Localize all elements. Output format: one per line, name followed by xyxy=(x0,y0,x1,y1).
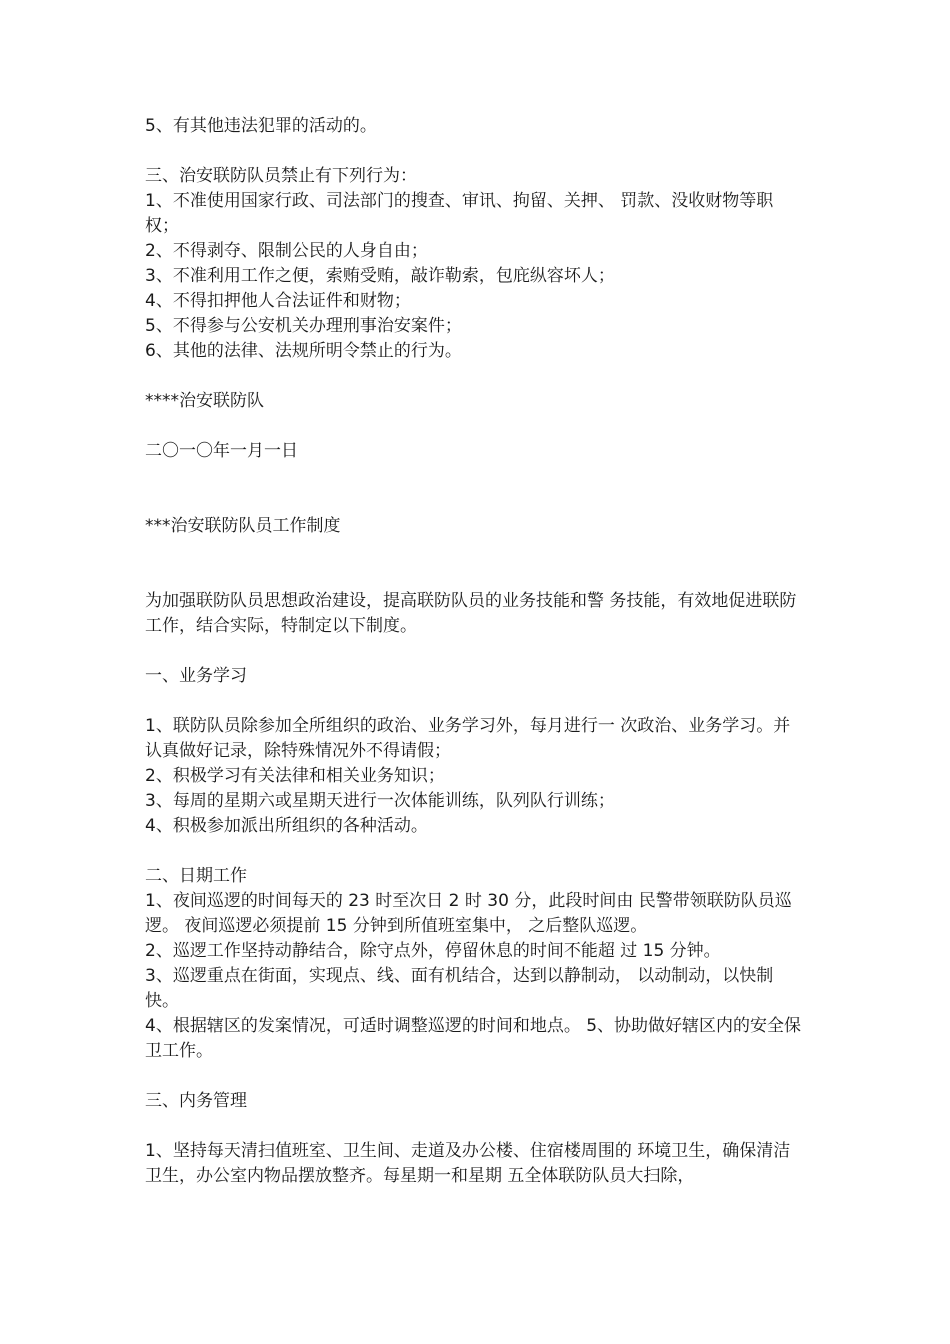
list-item: 2、积极学习有关法律和相关业务知识； xyxy=(145,766,445,786)
list-item: 3、每周的星期六或星期天进行一次体能训练，队列队行训练； xyxy=(145,791,615,811)
list-item: 2、巡逻工作坚持动静结合，除守点外，停留休息的时间不能超 过 15 分钟。 xyxy=(145,941,721,961)
list-item: 6、其他的法律、法规所明令禁止的行为。 xyxy=(145,341,462,361)
document-title: ***治安联防队员工作制度 xyxy=(145,516,341,536)
list-item: 5、不得参与公安机关办理刑事治安案件； xyxy=(145,316,462,336)
list-item: 3、不准利用工作之便，索贿受贿，敲诈勒索，包庇纵容坏人； xyxy=(145,266,615,286)
list-item: 1、联防队员除参加全所组织的政治、业务学习外，每月进行一 次政治、业务学习。并认真做好记录，除特殊情况外不得请假； xyxy=(145,716,791,761)
organization-signature: ****治安联防队 xyxy=(145,391,264,411)
list-item: 1、夜间巡逻的时间每天的 23 时至次日 2 时 30 分，此段时间由 民警带领联防队员巡逻。 夜间巡逻必须提前 15 分钟到所值班室集中， 之后整队巡逻。 xyxy=(145,891,792,936)
list-item: 2、不得剥夺、限制公民的人身自由； xyxy=(145,241,428,261)
section-1-heading: 一、业务学习 xyxy=(145,666,247,686)
list-item: 1、不准使用国家行政、司法部门的搜查、审讯、拘留、关押、 罚款、没收财物等职权； xyxy=(145,191,774,236)
list-item: 4、积极参加派出所组织的各种活动。 xyxy=(145,816,428,836)
list-item: 4、根据辖区的发案情况，可适时调整巡逻的时间和地点。 5、协助做好辖区内的安全保卫工作。 xyxy=(145,1016,802,1061)
paragraph-item-5: 5、有其他违法犯罪的活动的。 xyxy=(145,116,377,136)
list-item: 4、不得扣押他人合法证件和财物； xyxy=(145,291,411,311)
list-item: 1、坚持每天清扫值班室、卫生间、走道及办公楼、住宿楼周围的 环境卫生，确保清洁卫生，办公室内物品摆放整齐。每星期一和星期 五全体联防队员大扫除， xyxy=(145,1141,791,1186)
list-item: 3、巡逻重点在街面，实现点、线、面有机结合，达到以静制动， 以动制动，以快制快。 xyxy=(145,966,774,1011)
document-page xyxy=(145,114,807,1189)
document-date: 二〇一〇年一月一日 xyxy=(145,441,298,461)
section-2-heading: 二、日期工作 xyxy=(145,866,247,886)
section-3-heading: 三、治安联防队员禁止有下列行为： xyxy=(145,166,417,186)
intro-paragraph: 为加强联防队员思想政治建设，提高联防队员的业务技能和警 务技能，有效地促进联防工作，结合实际，特制定以下制度。 xyxy=(145,591,797,636)
section-3-heading-internal: 三、内务管理 xyxy=(145,1091,247,1111)
